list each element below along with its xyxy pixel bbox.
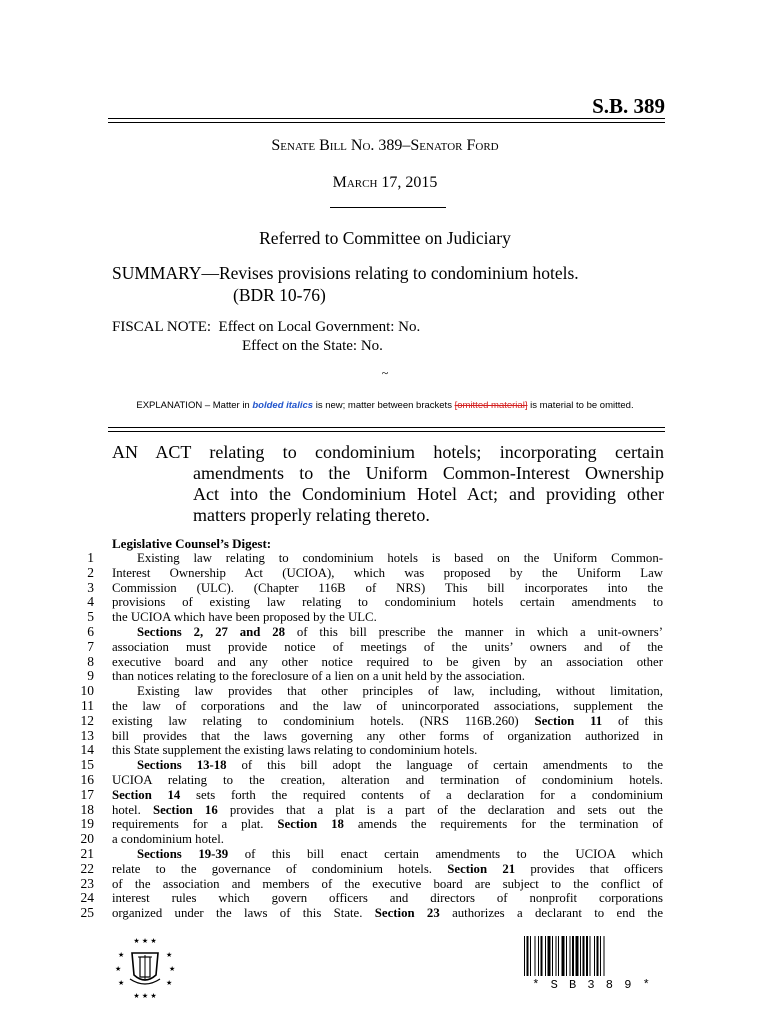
digest-line: Existing law provides that other principles of law, including, without limitation, (137, 684, 663, 699)
digest-line: interest rules which govern officers and directors of nonprofit corporations (112, 891, 663, 906)
line-number: 17 (80, 786, 94, 802)
line-number: 15 (80, 757, 94, 773)
digest-line: the law of corporations and the law of unincorporated associations, supplement the (112, 698, 663, 713)
act-line-1: AN ACT relating to condominium hotels; incorporating certain (112, 442, 664, 462)
digest-line: Existing law relating to condominium hotels is based on the Uniform Common- (137, 551, 663, 565)
line-number: 12 (80, 712, 94, 728)
digest-line: provisions of existing law relating to condominium hotels certain amendments to (112, 595, 663, 610)
line-number: 18 (80, 801, 94, 817)
digest-line: Commission (ULC). (Chapter 116B of NRS) This bill incorporates into the (112, 580, 663, 595)
barcode-caption: * S B 3 8 9 * (532, 978, 652, 992)
explanation-line (0, 400, 770, 411)
explanation-omitted-matter: [omitted material] (454, 400, 528, 411)
line-number: 4 (87, 594, 94, 610)
fiscal-note-local: FISCAL NOTE: Effect on Local Government: No. (112, 319, 421, 335)
line-number: 3 (87, 579, 94, 595)
line-number: 24 (80, 890, 94, 906)
digest-line: of the association and members of the executive board are subject to the conflict of (112, 876, 663, 891)
line-number: 7 (87, 638, 94, 654)
digest-line: organized under the laws of this State. Section 23 authorizes a declarant to end the (112, 906, 663, 921)
digest-line: a condominium hotel. (112, 832, 224, 847)
fiscal-note (112, 318, 420, 356)
bill-number: S.B. 389 (592, 94, 665, 118)
digest-line: hotel. Section 16 provides that a plat is a part of the declaration and sets out the (112, 802, 663, 817)
line-number: 8 (87, 653, 94, 669)
explanation-suffix: is material to be omitted. (527, 400, 634, 411)
digest-line: Sections 2, 27 and 28 of this bill prescribe the manner in which a unit-owners’ (137, 624, 663, 639)
act-line-3: Act into the Condominium Hotel Act; and providing other (193, 484, 664, 504)
act-rule-top (108, 427, 665, 428)
svg-text:★: ★ (118, 979, 125, 987)
digest-line: bill provides that the laws governing any other forms of organization authorized in (112, 728, 663, 743)
barcode-icon (524, 936, 660, 976)
line-numbers (68, 551, 94, 921)
committee-referral: Referred to Committee on Judiciary (259, 228, 511, 248)
line-number: 19 (80, 816, 94, 832)
line-number: 11 (81, 697, 94, 713)
digest-heading: Legislative Counsel’s Digest: (112, 536, 272, 551)
svg-text:★: ★ (166, 951, 173, 959)
bdr-number: (BDR 10-76) (233, 285, 326, 305)
line-number: 13 (80, 727, 94, 743)
svg-text:★: ★ (169, 965, 176, 973)
svg-text:★ ★ ★: ★ ★ ★ (133, 937, 157, 945)
explanation-middle: is new; matter between brackets (313, 400, 455, 411)
explanation-new-matter: bolded italics (252, 400, 314, 411)
bill-date: March 17, 2015 (332, 174, 438, 191)
line-number: 14 (80, 742, 94, 758)
digest-line: this State supplement the existing laws relating to condominium hotels. (112, 743, 478, 758)
digest-line: Sections 13-18 of this bill adopt the language of certain amendments to the (137, 758, 663, 773)
bill-title: Senate Bill No. 389–Senator Ford (271, 137, 499, 154)
line-number: 20 (80, 831, 94, 847)
line-number: 5 (87, 609, 94, 625)
summary-text: SUMMARY—Revises provisions relating to condominium hotels. (112, 263, 579, 283)
header-rule-top (108, 118, 665, 119)
line-number: 6 (87, 623, 94, 639)
line-number: 1 (87, 550, 94, 565)
line-number: 21 (80, 845, 94, 861)
summary-block (112, 262, 667, 306)
svg-text:★: ★ (118, 951, 125, 959)
digest-line: Section 14 sets forth the required contents of a declaration for a condominium (112, 787, 663, 802)
fiscal-note-state: Effect on the State: No. (242, 338, 383, 354)
line-number: 10 (80, 683, 94, 699)
date-underline (330, 207, 446, 208)
act-title (112, 442, 664, 526)
digest-line: executive board and any other notice required to be given by an association other (112, 654, 663, 669)
digest-line: existing law relating to condominium hotels. (NRS 116B.260) Section 11 of this (112, 713, 663, 728)
line-number: 9 (87, 668, 94, 684)
svg-text:★: ★ (166, 979, 173, 987)
act-line-2: amendments to the Uniform Common-Interest Ownership (193, 463, 664, 483)
line-number: 25 (80, 905, 94, 921)
line-number: 16 (80, 771, 94, 787)
section-separator: ~ (381, 366, 389, 380)
act-rule-bottom (108, 431, 665, 432)
digest-body (112, 551, 663, 921)
digest-line: requirements for a plat. Section 18 amends the requirements for the termination of (112, 817, 663, 832)
digest-line: Interest Ownership Act (UCIOA), which was proposed by the Uniform Law (112, 565, 663, 580)
digest-line: UCIOA relating to the creation, alteration and termination of condominium hotels. (112, 772, 663, 787)
line-number: 23 (80, 875, 94, 891)
state-seal-icon (112, 935, 178, 1001)
line-number: 2 (87, 564, 94, 580)
line-number: 22 (80, 860, 94, 876)
digest-line: the UCIOA which have been proposed by the ULC. (112, 610, 377, 625)
digest-line: Sections 19-39 of this bill enact certain amendments to the UCIOA which (137, 846, 663, 861)
svg-text:★ ★ ★: ★ ★ ★ (133, 992, 157, 1000)
digest-line: than notices relating to the foreclosure of a lien on a unit held by the association. (112, 669, 525, 684)
digest-line: association must provide notice of meetings of the units’ owners and of the (112, 639, 663, 654)
svg-text:★: ★ (115, 965, 122, 973)
header-rule-bottom (108, 122, 665, 123)
digest-line: relate to the governance of condominium hotels. Section 21 provides that officers (112, 861, 663, 876)
explanation-prefix: EXPLANATION – Matter in (136, 400, 253, 411)
act-line-4: matters properly relating thereto. (193, 505, 430, 525)
